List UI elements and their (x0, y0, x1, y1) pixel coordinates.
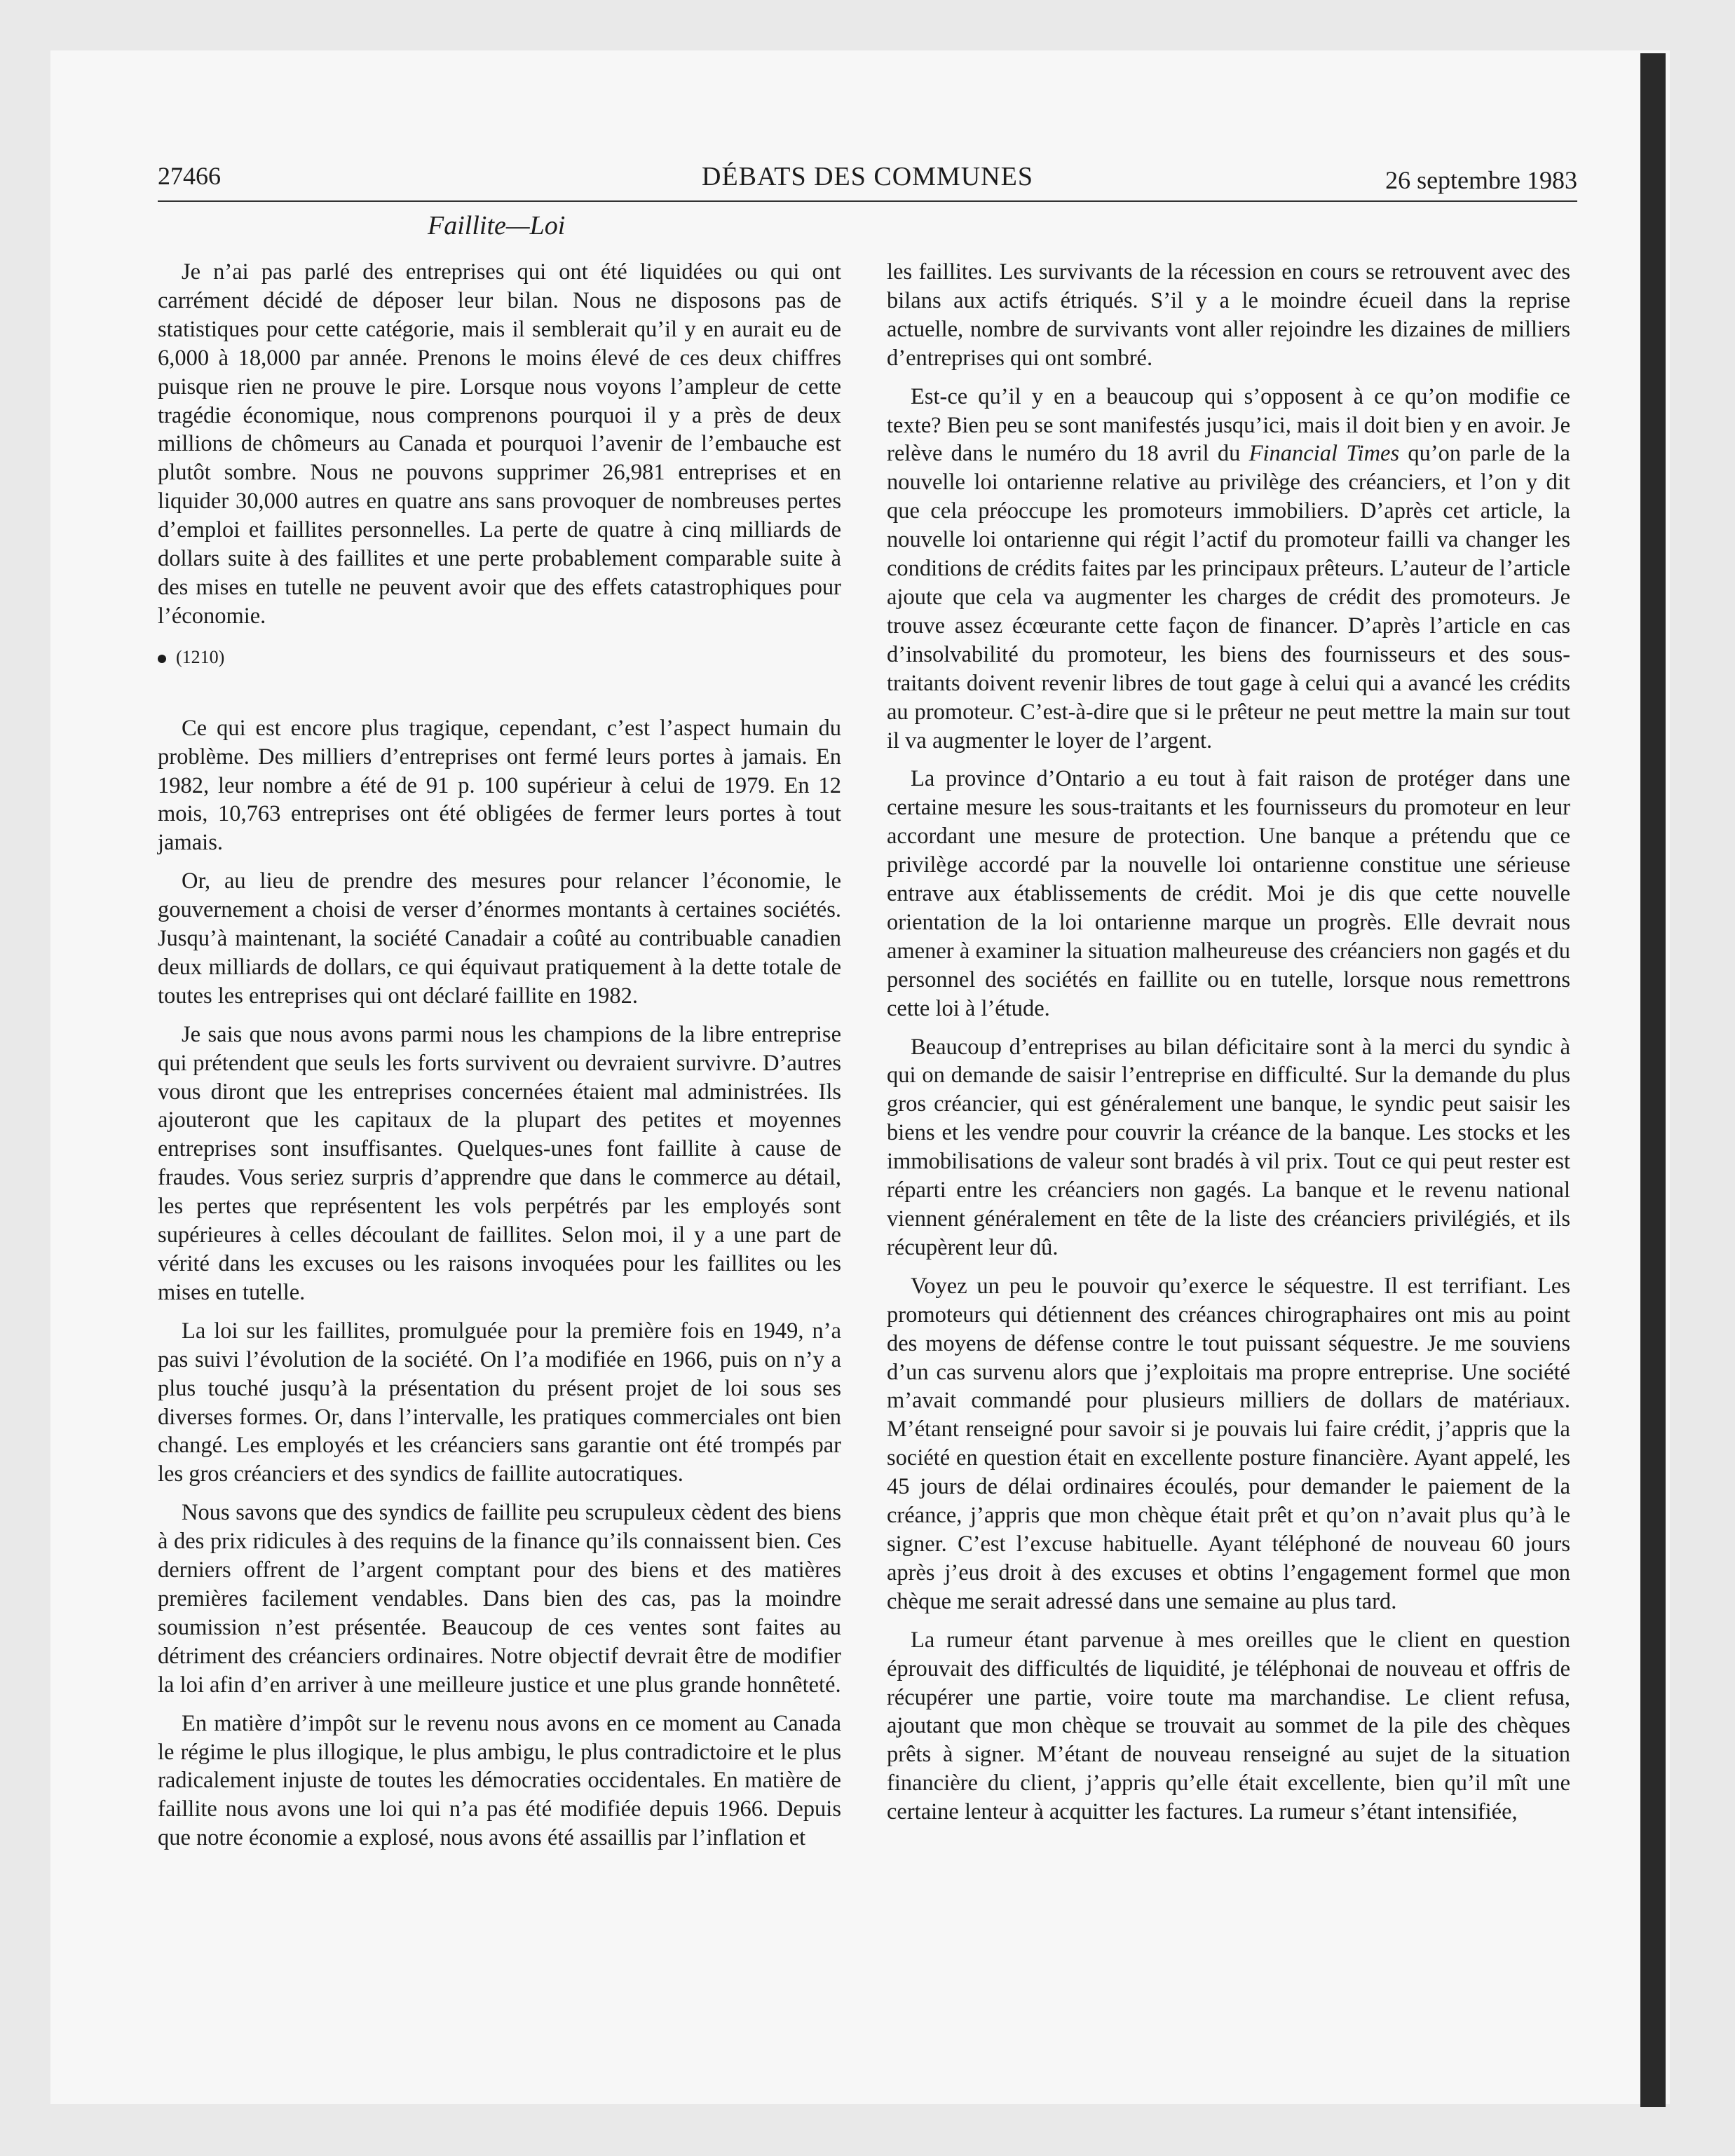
left-column (158, 258, 841, 1862)
paragraph: Or, au lieu de prendre des mesures pour relancer l’économie, le gouvernement a choisi de verser d’énormes montants à certaines sociétés. Jusqu’à maintenant, la société Canadair a coûté au contribuable canadien deux milliards de dollars, ce qui équivaut pratiquement à la dette totale de toutes les entreprises qui ont déclaré faillite en 1982. (158, 868, 841, 1009)
right-column (887, 258, 1570, 1836)
paragraph: Beaucoup d’entreprises au bilan déficitaire sont à la merci du syndic à qui on demande de saisir l’entreprise en difficulté. Sur la demande du plus gros créancier, qui est généralement une banque, le syndic peut saisir les biens et les vendre pour couvrir la créance de la banque. Les stocks et les immobilisations de valeur sont bradés à vil prix. Tout ce qui peut rester est réparti entre les créanciers non gagés. La banque et le revenu national viennent généralement en tête de la liste des créanciers privilégiés, et ils récupèrent leur dû. (887, 1034, 1570, 1260)
header-rule (158, 200, 1577, 202)
paragraph: La rumeur étant parvenue à mes oreilles que le client en question éprouvait des difficultés de liquidité, je téléphonai de nouveau et offris de récupérer une partie, voire toute ma marchandise. Le client refusa, ajoutant que mon chèque se trouvait au sommet de la pile des chèques prêts à signer. M’étant de nouveau renseigné au sujet de la situation financière du client, j’appris qu’elle était excellente, bien qu’il mît une certaine lenteur à acquitter les factures. La rumeur s’étant intensifiée, (887, 1627, 1570, 1825)
time-marker (158, 643, 841, 672)
paragraph-part: qu’on parle de la nouvelle loi ontarienne relative au privilège des créanciers, et l’on y dit que cela préoccupe les promoteurs immobiliers. D’après cet article, la nouvelle loi ontarienne qui régit l’actif du promoteur failli va changer les conditions de crédits faites par les principaux prêteurs. L’auteur de l’article ajoute que cela va augmenter les charges de crédit des promoteurs. Je trouve assez écœurante cette façon de financer. D’après l’article en cas d’insolvabilité du promoteur, les biens des fournisseurs et des sous-traitants doivent revenir libres de tout gage à celui qui a avancé les crédits au promoteur. C’est-à-dire que si le prêteur ne peut mettre la main sur tout il va augmenter le loyer de l’argent. (887, 441, 1570, 753)
bullet-icon (158, 655, 166, 663)
journal-title: DÉBATS DES COMMUNES (702, 162, 1033, 191)
paragraph: Nous savons que des syndics de faillite peu scrupuleux cèdent des biens à des prix ridicules à des requins de la finance qu’ils connaissent bien. Ces derniers offrent de l’argent comptant pour des biens et des matières premières facilement vendables. Dans bien des cas, pas la moindre soumission n’est présentée. Beaucoup de ces ventes sont faites au détriment des créanciers ordinaires. Notre objectif devrait être de modifier la loi afin d’en arriver à une meilleure justice et une plus grande honnêteté. (158, 1500, 841, 1698)
paragraph-part: Est-ce qu’il y en a beaucoup qui s’opposent à ce qu’on modifie ce texte? Bien peu se sont manifestés jusqu’ici, mais il doit bien y en avoir. Je relève dans le numéro du 18 avril du (887, 383, 1570, 467)
page-header (158, 161, 1577, 203)
paragraph: La loi sur les faillites, promulguée pour la première fois en 1949, n’a pas suivi l’évolution de la société. On l’a modifiée en 1966, puis on n’y a plus touché jusqu’à la présentation du présent projet de loi sous ses diverses formes. Or, dans l’intervalle, les pratiques commerciales ont bien changé. Les employés et les créanciers sans garantie ont été trompés par les gros créanciers et des syndics de faillite autocratiques. (158, 1318, 841, 1487)
page-number: 27466 (158, 162, 221, 190)
issue-date: 26 septembre 1983 (1385, 166, 1577, 194)
paragraph: En matière d’impôt sur le revenu nous avons en ce moment au Canada le régime le plus illogique, le plus ambigu, le plus contradictoire et le plus radicalement injuste de toutes les démocraties occidentales. En matière de faillite nous avons une loi qui n’a pas été modifiée depuis 1966. Depuis que notre économie a explosé, nous avons été assaillis par l’inflation et (158, 1710, 841, 1851)
paragraph: Voyez un peu le pouvoir qu’exerce le séquestre. Il est terrifiant. Les promoteurs qui détiennent des créances chirographaires ont mis au point des moyens de défense contre le tout puissant séquestre. Je me souviens d’un cas survenu alors que j’exploitais ma propre entreprise. Une société m’avait commandé pour plusieurs milliers de dollars de matériaux. M’étant renseigné pour savoir si je pouvais lui faire crédit, j’appris que la société en question était en excellente posture financière. Ayant appelé, les 45 jours de délai ordinaires écoulés, pour demander le paiement de la créance, j’appris que mon chèque était prêt et qu’on n’avait plus qu’à le signer. C’est l’excuse habituelle. Ayant téléphoné de nouveau 60 jours après j’eus droit à des excuses et obtins l’engagement formel que mon chèque me serait adressé dans une semaine au plus tard. (887, 1273, 1570, 1614)
time-marker-label: (1210) (176, 646, 225, 667)
paragraph: La province d’Ontario a eu tout à fait raison de protéger dans une certaine mesure les sous-traitants et les fournisseurs du promoteur en leur accordant une mesure de protection. Une banque a prétendu que ce privilège accordé par la nouvelle loi ontarienne constitue une sérieuse entrave aux établissements de crédit. Moi je dis que cette nouvelle orientation de la loi ontarienne marque un progrès. Elle devrait nous amener à examiner la situation malheureuse des créanciers non gagés et du personnel des sociétés en faillite ou en tutelle, lorsque nous remettrons cette loi à l’étude. (887, 766, 1570, 1021)
paragraph: Ce qui est encore plus tragique, cependant, c’est l’aspect humain du problème. Des milliers d’entreprises ont fermé leurs portes à jamais. En 1982, leur nombre a été de 91 p. 100 supérieur à celui de 1979. En 12 mois, 10,763 entreprises ont été obligées de fermer leurs portes à tout jamais. (158, 715, 841, 856)
scan-edge-bar (1640, 53, 1666, 2107)
paragraph: les faillites. Les survivants de la récession en cours se retrouvent avec des bilans aux actifs étriqués. S’il y a le moindre écueil dans la reprise actuelle, nombre de survivants vont aller rejoindre les dizaines de milliers d’entreprises qui ont sombré. (887, 259, 1570, 371)
paragraph (887, 383, 1570, 756)
publication-title: Financial Times (1248, 441, 1400, 467)
paragraph: Je sais que nous avons parmi nous les champions de la libre entreprise qui prétendent que seuls les forts survivent ou devraient survivre. D’autres vous diront que les entreprises concernées étaient mal administrées. Ils ajouteront que les capitaux de la plupart des petites et moyennes entreprises sont insuffisantes. Quelques-unes font faillite à cause de fraudes. Vous seriez surpris d’apprendre que dans le commerce au détail, les pertes que représentent les vols perpétrés par les employés sont supérieures à celles découlant de faillites. Selon moi, il y a une part de vérité dans les excuses ou les raisons invoquées pour les faillites ou les mises en tutelle. (158, 1021, 841, 1305)
paragraph: Je n’ai pas parlé des entreprises qui ont été liquidées ou qui ont carrément décidé de déposer leur bilan. Nous ne disposons pas de statistiques pour cette catégorie, mais il semblerait qu’il y en aurait eu de 6,000 à 18,000 par année. Prenons le moins élevé de ces deux chiffres puisque rien ne prouve le pire. Lorsque nous voyons l’ampleur de cette tragédie économique, nous comprenons pourquoi il y a près de deux millions de chômeurs au Canada et pourquoi l’avenir de l’embauche est plutôt sombre. Nous ne pouvons supprimer 26,981 entreprises et en liquider 30,000 autres en quatre ans sans provoquer de nombreuses pertes d’emploi et faillites personnelles. La perte de quatre à cinq milliards de dollars suite à des faillites et une perte probablement comparable suite à des mises en tutelle ne peuvent avoir que des effets catastrophiques pour l’économie. (158, 259, 841, 629)
section-title: Faillite—Loi (428, 211, 566, 240)
